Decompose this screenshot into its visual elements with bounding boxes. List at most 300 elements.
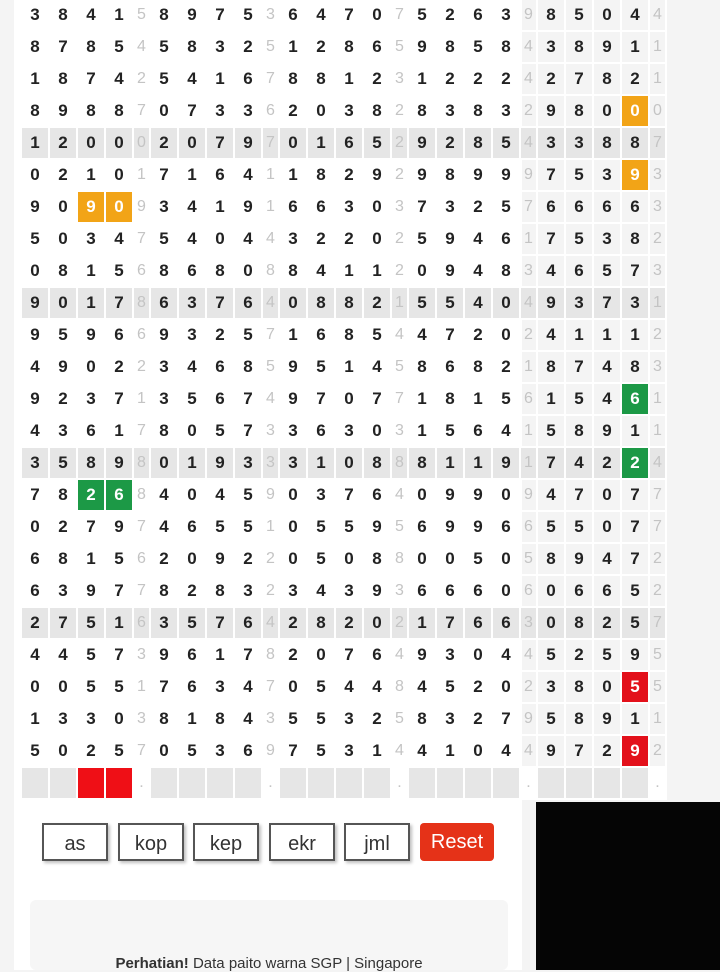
digit-cell[interactable]: 9 bbox=[77, 319, 105, 351]
digit-cell[interactable]: 5 bbox=[22, 735, 49, 767]
digit-cell[interactable]: 6 bbox=[335, 127, 363, 159]
digit-cell[interactable]: 9 bbox=[593, 31, 621, 63]
digit-cell[interactable]: 5 bbox=[565, 223, 593, 255]
digit-cell[interactable]: 4 bbox=[464, 255, 492, 287]
digit-cell[interactable]: 4 bbox=[234, 671, 262, 703]
digit-cell[interactable]: 5 bbox=[492, 383, 520, 415]
digit-cell[interactable]: 9 bbox=[621, 735, 649, 767]
digit-cell[interactable]: 1 bbox=[178, 159, 206, 191]
digit-cell[interactable]: 5 bbox=[150, 63, 178, 95]
digit-cell[interactable]: 1 bbox=[279, 159, 307, 191]
digit-cell[interactable]: 1 bbox=[408, 415, 436, 447]
digit-cell[interactable]: 9 bbox=[436, 479, 464, 511]
digit-cell[interactable]: 0 bbox=[593, 95, 621, 127]
digit-cell[interactable]: 9 bbox=[621, 639, 649, 671]
digit-cell[interactable]: 0 bbox=[105, 703, 133, 735]
digit-cell[interactable]: 0 bbox=[593, 511, 621, 543]
digit-cell[interactable]: 0 bbox=[492, 287, 520, 319]
column-selector-cell[interactable] bbox=[206, 767, 234, 799]
column-selector-cell[interactable] bbox=[492, 767, 520, 799]
digit-cell[interactable]: 6 bbox=[436, 575, 464, 607]
digit-cell[interactable]: 1 bbox=[279, 31, 307, 63]
digit-cell[interactable]: 4 bbox=[408, 319, 436, 351]
digit-cell[interactable]: 7 bbox=[621, 543, 649, 575]
digit-cell[interactable]: 9 bbox=[206, 447, 234, 479]
digit-cell[interactable]: 2 bbox=[335, 223, 363, 255]
digit-cell[interactable]: 5 bbox=[105, 31, 133, 63]
digit-cell[interactable]: 4 bbox=[492, 639, 520, 671]
jml-button[interactable]: jml bbox=[344, 823, 410, 861]
digit-cell[interactable]: 8 bbox=[537, 543, 565, 575]
digit-cell[interactable]: 2 bbox=[22, 607, 49, 639]
digit-cell[interactable]: 2 bbox=[464, 191, 492, 223]
digit-cell[interactable]: 9 bbox=[537, 95, 565, 127]
ekr-button[interactable]: ekr bbox=[269, 823, 335, 861]
digit-cell[interactable]: 8 bbox=[150, 415, 178, 447]
digit-cell[interactable]: 5 bbox=[178, 607, 206, 639]
digit-cell[interactable]: 3 bbox=[436, 639, 464, 671]
digit-cell[interactable]: 8 bbox=[408, 447, 436, 479]
digit-cell[interactable]: 6 bbox=[492, 607, 520, 639]
digit-cell[interactable]: 6 bbox=[593, 575, 621, 607]
digit-cell[interactable]: 3 bbox=[150, 351, 178, 383]
digit-cell[interactable]: 5 bbox=[335, 511, 363, 543]
digit-cell[interactable]: 8 bbox=[565, 703, 593, 735]
digit-cell[interactable]: 6 bbox=[307, 191, 335, 223]
digit-cell[interactable]: 0 bbox=[307, 639, 335, 671]
digit-cell[interactable]: 4 bbox=[307, 255, 335, 287]
digit-cell[interactable]: 1 bbox=[436, 447, 464, 479]
digit-cell[interactable]: 2 bbox=[49, 159, 77, 191]
digit-cell[interactable]: 8 bbox=[565, 607, 593, 639]
digit-cell[interactable]: 2 bbox=[621, 63, 649, 95]
digit-cell[interactable]: 0 bbox=[436, 543, 464, 575]
digit-cell[interactable]: 6 bbox=[363, 479, 391, 511]
digit-cell[interactable]: 3 bbox=[335, 191, 363, 223]
digit-cell[interactable]: 3 bbox=[593, 159, 621, 191]
digit-cell[interactable]: 9 bbox=[22, 191, 49, 223]
digit-cell[interactable]: 9 bbox=[464, 479, 492, 511]
digit-cell[interactable]: 4 bbox=[234, 159, 262, 191]
digit-cell[interactable]: 1 bbox=[335, 351, 363, 383]
digit-cell[interactable]: 8 bbox=[150, 575, 178, 607]
digit-cell[interactable]: 9 bbox=[537, 287, 565, 319]
digit-cell[interactable]: 7 bbox=[565, 63, 593, 95]
digit-cell[interactable]: 6 bbox=[206, 351, 234, 383]
digit-cell[interactable]: 0 bbox=[363, 607, 391, 639]
digit-cell[interactable]: 5 bbox=[537, 639, 565, 671]
digit-cell[interactable]: 4 bbox=[22, 351, 49, 383]
digit-cell[interactable]: 6 bbox=[178, 511, 206, 543]
digit-cell[interactable]: 3 bbox=[537, 31, 565, 63]
digit-cell[interactable]: 5 bbox=[565, 159, 593, 191]
digit-cell[interactable]: 8 bbox=[565, 95, 593, 127]
digit-cell[interactable]: 3 bbox=[279, 223, 307, 255]
digit-cell[interactable]: 0 bbox=[335, 383, 363, 415]
digit-cell[interactable]: 5 bbox=[234, 511, 262, 543]
digit-cell[interactable]: 7 bbox=[279, 735, 307, 767]
digit-cell[interactable]: 7 bbox=[206, 127, 234, 159]
digit-cell[interactable]: 0 bbox=[307, 95, 335, 127]
digit-cell[interactable]: 2 bbox=[565, 639, 593, 671]
digit-cell[interactable]: 4 bbox=[234, 223, 262, 255]
digit-cell[interactable]: 8 bbox=[307, 287, 335, 319]
digit-cell[interactable]: 3 bbox=[49, 703, 77, 735]
digit-cell[interactable]: 8 bbox=[150, 0, 178, 31]
digit-cell[interactable]: 8 bbox=[279, 255, 307, 287]
digit-cell[interactable]: 6 bbox=[408, 575, 436, 607]
digit-cell[interactable]: 8 bbox=[464, 351, 492, 383]
column-selector-cell[interactable] bbox=[593, 767, 621, 799]
digit-cell[interactable]: 8 bbox=[464, 95, 492, 127]
digit-cell[interactable]: 0 bbox=[105, 159, 133, 191]
digit-cell[interactable]: 6 bbox=[464, 415, 492, 447]
digit-cell[interactable]: 5 bbox=[150, 223, 178, 255]
digit-cell[interactable]: 0 bbox=[22, 255, 49, 287]
digit-cell[interactable]: 8 bbox=[49, 63, 77, 95]
digit-cell[interactable]: 9 bbox=[537, 735, 565, 767]
column-selector-cell[interactable] bbox=[565, 767, 593, 799]
digit-cell[interactable]: 0 bbox=[279, 511, 307, 543]
digit-cell[interactable]: 6 bbox=[279, 0, 307, 31]
digit-cell[interactable]: 4 bbox=[363, 671, 391, 703]
digit-cell[interactable]: 8 bbox=[565, 31, 593, 63]
digit-cell[interactable]: 4 bbox=[178, 351, 206, 383]
digit-cell[interactable]: 6 bbox=[234, 607, 262, 639]
digit-cell[interactable]: 8 bbox=[335, 287, 363, 319]
digit-cell[interactable]: 3 bbox=[565, 127, 593, 159]
digit-cell[interactable]: 2 bbox=[593, 735, 621, 767]
digit-cell[interactable]: 9 bbox=[408, 639, 436, 671]
digit-cell[interactable]: 0 bbox=[335, 447, 363, 479]
digit-cell[interactable]: 0 bbox=[105, 127, 133, 159]
digit-cell[interactable]: 9 bbox=[408, 31, 436, 63]
digit-cell[interactable]: 8 bbox=[363, 543, 391, 575]
column-selector-cell[interactable] bbox=[22, 767, 49, 799]
digit-cell[interactable]: 2 bbox=[150, 127, 178, 159]
digit-cell[interactable]: 1 bbox=[335, 255, 363, 287]
column-selector-cell[interactable] bbox=[436, 767, 464, 799]
digit-cell[interactable]: 3 bbox=[537, 671, 565, 703]
digit-cell[interactable]: 8 bbox=[621, 223, 649, 255]
digit-cell[interactable]: 6 bbox=[464, 575, 492, 607]
digit-cell[interactable]: 9 bbox=[464, 511, 492, 543]
digit-cell[interactable]: 9 bbox=[565, 543, 593, 575]
digit-cell[interactable]: 2 bbox=[49, 383, 77, 415]
digit-cell[interactable]: 5 bbox=[49, 447, 77, 479]
column-selector-cell[interactable] bbox=[363, 767, 391, 799]
digit-cell[interactable]: 8 bbox=[77, 447, 105, 479]
digit-cell[interactable]: 9 bbox=[77, 575, 105, 607]
digit-cell[interactable]: 3 bbox=[492, 95, 520, 127]
digit-cell[interactable]: 9 bbox=[49, 95, 77, 127]
digit-cell[interactable]: 9 bbox=[492, 159, 520, 191]
digit-cell[interactable]: 3 bbox=[22, 0, 49, 31]
digit-cell[interactable]: 5 bbox=[234, 0, 262, 31]
digit-cell[interactable]: 8 bbox=[436, 31, 464, 63]
digit-cell[interactable]: 5 bbox=[307, 351, 335, 383]
digit-cell[interactable]: 7 bbox=[234, 639, 262, 671]
digit-cell[interactable]: 1 bbox=[105, 607, 133, 639]
digit-cell[interactable]: 2 bbox=[49, 511, 77, 543]
digit-cell[interactable]: 9 bbox=[150, 639, 178, 671]
digit-cell[interactable]: 0 bbox=[335, 543, 363, 575]
digit-cell[interactable]: 4 bbox=[464, 223, 492, 255]
digit-cell[interactable]: 7 bbox=[492, 703, 520, 735]
digit-cell[interactable]: 7 bbox=[335, 479, 363, 511]
digit-cell[interactable]: 7 bbox=[234, 415, 262, 447]
digit-cell[interactable]: 0 bbox=[49, 671, 77, 703]
digit-cell[interactable]: 5 bbox=[464, 31, 492, 63]
digit-cell[interactable]: 9 bbox=[363, 511, 391, 543]
column-selector-cell[interactable] bbox=[464, 767, 492, 799]
digit-cell[interactable]: 7 bbox=[105, 639, 133, 671]
digit-cell[interactable]: 5 bbox=[492, 191, 520, 223]
digit-cell[interactable]: 1 bbox=[307, 447, 335, 479]
digit-cell[interactable]: 8 bbox=[464, 127, 492, 159]
digit-cell[interactable]: 5 bbox=[105, 735, 133, 767]
digit-cell[interactable]: 4 bbox=[206, 479, 234, 511]
digit-cell[interactable]: 0 bbox=[234, 255, 262, 287]
digit-cell[interactable]: 7 bbox=[621, 511, 649, 543]
digit-cell[interactable]: 4 bbox=[49, 639, 77, 671]
digit-cell[interactable]: 0 bbox=[537, 607, 565, 639]
digit-cell[interactable]: 4 bbox=[307, 575, 335, 607]
digit-cell[interactable]: 1 bbox=[363, 735, 391, 767]
digit-cell[interactable]: 9 bbox=[593, 703, 621, 735]
kep-button[interactable]: kep bbox=[193, 823, 259, 861]
digit-cell[interactable]: 0 bbox=[150, 95, 178, 127]
digit-cell[interactable]: 5 bbox=[178, 735, 206, 767]
digit-cell[interactable]: 0 bbox=[464, 639, 492, 671]
digit-cell[interactable]: 8 bbox=[206, 703, 234, 735]
digit-cell[interactable]: 3 bbox=[537, 127, 565, 159]
digit-cell[interactable]: 5 bbox=[105, 543, 133, 575]
column-selector-cell[interactable] bbox=[537, 767, 565, 799]
digit-cell[interactable]: 7 bbox=[307, 383, 335, 415]
digit-cell[interactable]: 0 bbox=[492, 319, 520, 351]
digit-cell[interactable]: 2 bbox=[234, 543, 262, 575]
digit-cell[interactable]: 5 bbox=[105, 255, 133, 287]
digit-cell[interactable]: 1 bbox=[436, 735, 464, 767]
digit-cell[interactable]: 7 bbox=[150, 671, 178, 703]
digit-cell[interactable]: 6 bbox=[565, 191, 593, 223]
digit-cell[interactable]: 0 bbox=[492, 543, 520, 575]
digit-cell[interactable]: 2 bbox=[307, 223, 335, 255]
digit-cell[interactable]: 0 bbox=[77, 127, 105, 159]
digit-cell[interactable]: 8 bbox=[22, 31, 49, 63]
digit-cell[interactable]: 4 bbox=[408, 671, 436, 703]
digit-cell[interactable]: 8 bbox=[593, 63, 621, 95]
column-selector-cell[interactable] bbox=[408, 767, 436, 799]
digit-cell[interactable]: 7 bbox=[49, 31, 77, 63]
digit-cell[interactable]: 2 bbox=[363, 287, 391, 319]
digit-cell[interactable]: 7 bbox=[234, 383, 262, 415]
digit-cell[interactable]: 2 bbox=[335, 607, 363, 639]
digit-cell[interactable]: 8 bbox=[279, 63, 307, 95]
digit-cell[interactable]: 0 bbox=[492, 479, 520, 511]
digit-cell[interactable]: 7 bbox=[77, 511, 105, 543]
digit-cell[interactable]: 8 bbox=[335, 31, 363, 63]
digit-cell[interactable]: 8 bbox=[178, 31, 206, 63]
digit-cell[interactable]: 5 bbox=[408, 223, 436, 255]
digit-cell[interactable]: 5 bbox=[363, 127, 391, 159]
digit-cell[interactable]: 0 bbox=[279, 543, 307, 575]
digit-cell[interactable]: 2 bbox=[279, 607, 307, 639]
digit-cell[interactable]: 8 bbox=[150, 255, 178, 287]
digit-cell[interactable]: 7 bbox=[206, 607, 234, 639]
digit-cell[interactable]: 6 bbox=[206, 159, 234, 191]
digit-cell[interactable]: 4 bbox=[178, 223, 206, 255]
digit-cell[interactable]: 8 bbox=[206, 575, 234, 607]
digit-cell[interactable]: 5 bbox=[206, 511, 234, 543]
digit-cell[interactable]: 1 bbox=[77, 287, 105, 319]
digit-cell[interactable]: 0 bbox=[178, 479, 206, 511]
digit-cell[interactable]: 0 bbox=[363, 223, 391, 255]
digit-cell[interactable]: 8 bbox=[565, 671, 593, 703]
digit-cell[interactable]: 3 bbox=[492, 0, 520, 31]
digit-cell[interactable]: 1 bbox=[206, 63, 234, 95]
digit-cell[interactable]: 3 bbox=[206, 735, 234, 767]
digit-cell[interactable]: 0 bbox=[464, 735, 492, 767]
digit-cell[interactable]: 4 bbox=[492, 735, 520, 767]
digit-cell[interactable]: 0 bbox=[22, 671, 49, 703]
digit-cell[interactable]: 5 bbox=[537, 511, 565, 543]
digit-cell[interactable]: 8 bbox=[492, 31, 520, 63]
digit-cell[interactable]: 8 bbox=[492, 255, 520, 287]
digit-cell[interactable]: 0 bbox=[178, 127, 206, 159]
digit-cell[interactable]: 0 bbox=[279, 127, 307, 159]
column-selector-cell[interactable] bbox=[279, 767, 307, 799]
digit-cell[interactable]: 2 bbox=[307, 31, 335, 63]
digit-cell[interactable]: 7 bbox=[335, 0, 363, 31]
digit-cell[interactable]: 7 bbox=[565, 351, 593, 383]
digit-cell[interactable]: 9 bbox=[206, 543, 234, 575]
digit-cell[interactable]: 0 bbox=[178, 415, 206, 447]
digit-cell[interactable]: 6 bbox=[206, 383, 234, 415]
digit-cell[interactable]: 1 bbox=[335, 63, 363, 95]
digit-cell[interactable]: 4 bbox=[178, 63, 206, 95]
digit-cell[interactable]: 3 bbox=[49, 575, 77, 607]
digit-cell[interactable]: 5 bbox=[307, 735, 335, 767]
kop-button[interactable]: kop bbox=[118, 823, 184, 861]
digit-cell[interactable]: 3 bbox=[621, 287, 649, 319]
digit-cell[interactable]: 1 bbox=[105, 415, 133, 447]
digit-cell[interactable]: 0 bbox=[279, 671, 307, 703]
digit-cell[interactable]: 7 bbox=[565, 735, 593, 767]
digit-cell[interactable]: 3 bbox=[234, 447, 262, 479]
digit-cell[interactable]: 7 bbox=[565, 479, 593, 511]
digit-cell[interactable]: 9 bbox=[363, 575, 391, 607]
digit-cell[interactable]: 8 bbox=[436, 159, 464, 191]
digit-cell[interactable]: 7 bbox=[436, 319, 464, 351]
digit-cell[interactable]: 1 bbox=[408, 383, 436, 415]
digit-cell[interactable]: 3 bbox=[206, 671, 234, 703]
digit-cell[interactable]: 7 bbox=[363, 383, 391, 415]
digit-cell[interactable]: 4 bbox=[178, 191, 206, 223]
digit-cell[interactable]: 0 bbox=[593, 671, 621, 703]
digit-cell[interactable]: 6 bbox=[234, 63, 262, 95]
digit-cell[interactable]: 6 bbox=[436, 351, 464, 383]
digit-cell[interactable]: 5 bbox=[49, 319, 77, 351]
digit-cell[interactable]: 4 bbox=[234, 703, 262, 735]
digit-cell[interactable]: 8 bbox=[206, 255, 234, 287]
digit-cell[interactable]: 3 bbox=[335, 735, 363, 767]
digit-cell[interactable]: 1 bbox=[565, 319, 593, 351]
digit-cell[interactable]: 1 bbox=[22, 703, 49, 735]
digit-cell[interactable]: 6 bbox=[537, 191, 565, 223]
digit-cell[interactable]: 9 bbox=[22, 383, 49, 415]
digit-cell[interactable]: 8 bbox=[49, 0, 77, 31]
digit-cell[interactable]: 6 bbox=[363, 639, 391, 671]
digit-cell[interactable]: 8 bbox=[408, 351, 436, 383]
digit-cell[interactable]: 4 bbox=[105, 223, 133, 255]
digit-cell[interactable]: 9 bbox=[22, 319, 49, 351]
column-selector-cell[interactable] bbox=[49, 767, 77, 799]
digit-cell[interactable]: 0 bbox=[77, 351, 105, 383]
digit-cell[interactable]: 0 bbox=[593, 0, 621, 31]
digit-cell[interactable]: 8 bbox=[537, 0, 565, 31]
digit-cell[interactable]: 8 bbox=[537, 351, 565, 383]
digit-cell[interactable]: 9 bbox=[492, 447, 520, 479]
digit-cell[interactable]: 7 bbox=[178, 95, 206, 127]
digit-cell[interactable]: 4 bbox=[408, 735, 436, 767]
digit-cell[interactable]: 0 bbox=[363, 191, 391, 223]
digit-cell[interactable]: 0 bbox=[492, 575, 520, 607]
digit-cell[interactable]: 4 bbox=[593, 543, 621, 575]
digit-cell[interactable]: 6 bbox=[307, 415, 335, 447]
digit-cell[interactable]: 5 bbox=[178, 383, 206, 415]
digit-cell[interactable]: 2 bbox=[77, 735, 105, 767]
digit-cell[interactable]: 4 bbox=[77, 0, 105, 31]
digit-cell[interactable]: 6 bbox=[105, 479, 133, 511]
digit-cell[interactable]: 1 bbox=[408, 607, 436, 639]
digit-cell[interactable]: 3 bbox=[150, 191, 178, 223]
digit-cell[interactable]: 0 bbox=[279, 479, 307, 511]
digit-cell[interactable]: 0 bbox=[408, 543, 436, 575]
digit-cell[interactable]: 3 bbox=[206, 95, 234, 127]
digit-cell[interactable]: 2 bbox=[178, 575, 206, 607]
digit-cell[interactable]: 5 bbox=[363, 319, 391, 351]
digit-cell[interactable]: 8 bbox=[335, 319, 363, 351]
digit-cell[interactable]: 0 bbox=[408, 255, 436, 287]
digit-cell[interactable]: 1 bbox=[464, 383, 492, 415]
digit-cell[interactable]: 6 bbox=[178, 671, 206, 703]
digit-cell[interactable]: 5 bbox=[234, 319, 262, 351]
digit-cell[interactable]: 6 bbox=[464, 0, 492, 31]
digit-cell[interactable]: 2 bbox=[363, 63, 391, 95]
digit-cell[interactable]: 0 bbox=[150, 735, 178, 767]
digit-cell[interactable]: 9 bbox=[436, 511, 464, 543]
digit-cell[interactable]: 5 bbox=[105, 671, 133, 703]
digit-cell[interactable]: 8 bbox=[234, 351, 262, 383]
digit-cell[interactable]: 5 bbox=[436, 671, 464, 703]
digit-cell[interactable]: 5 bbox=[408, 287, 436, 319]
digit-cell[interactable]: 6 bbox=[492, 223, 520, 255]
digit-cell[interactable]: 2 bbox=[464, 671, 492, 703]
digit-cell[interactable]: 4 bbox=[537, 255, 565, 287]
digit-cell[interactable]: 7 bbox=[537, 223, 565, 255]
digit-cell[interactable]: 7 bbox=[621, 479, 649, 511]
digit-cell[interactable]: 4 bbox=[105, 63, 133, 95]
digit-cell[interactable]: 8 bbox=[363, 95, 391, 127]
digit-cell[interactable]: 9 bbox=[150, 319, 178, 351]
column-selector-cell[interactable] bbox=[178, 767, 206, 799]
digit-cell[interactable]: 3 bbox=[22, 447, 49, 479]
digit-cell[interactable]: 3 bbox=[335, 415, 363, 447]
digit-cell[interactable]: 3 bbox=[77, 703, 105, 735]
digit-cell[interactable]: 2 bbox=[464, 63, 492, 95]
